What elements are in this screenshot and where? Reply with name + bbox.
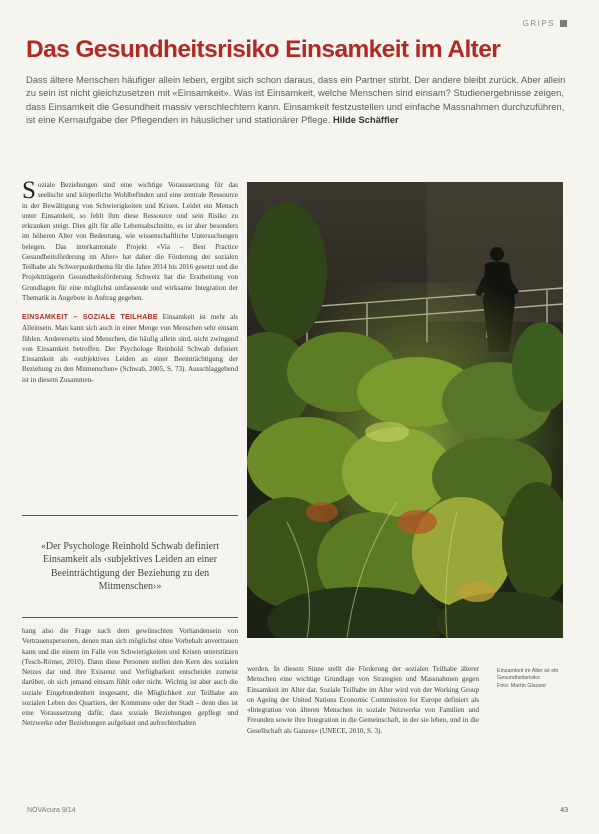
right-column-continued: werden. In diesem Sinne stellt die Förderung der sozialen Teilhabe älterer Menschen eine wichtige Grundlage von Strategien und Massnahmen gegen Einsamkeit im Alter dar. Soziale Teilhabe im Alter wird von der Working Group on Ageing der United Nations Economic Commission for Europe definiert als «Integration von älteren Menschen in soziale Netzwerke von Familien und Freunden sowie ihre Integration in die Gemeinschaft, in der sie leben, und in die Gesellschaft als Ganzes» (UNECE, 2010, S. 3). <box>247 665 479 735</box>
article-photo <box>247 182 563 638</box>
photo-caption <box>497 668 573 690</box>
section-text: Einsamkeit ist mehr als Alleinsein. Man kann sich auch in einer Menge von Menschen sehr einsam fühlen. Andererseits sind Menschen, die häufig allein sind, nicht zwingend von Einsamkeit betroffen. Der Psychologe Reinhold Schwab definiert Einsamkeit als «subjektives Leiden an einer Beeinträchtigung der Beziehung zu den Mitmenschen» (Schwab, 2005, S. 73). Ausschlaggebend ist in diesem Zusammen- <box>22 313 238 384</box>
caption-text: Einsamkeit im Alter ist ein Gesundheitsrisiko <box>497 668 559 682</box>
article-author: Hilde Schäffler <box>332 113 399 125</box>
magazine-issue: NOVAcura 9/14 <box>27 807 76 814</box>
section-kicker <box>523 19 567 28</box>
intro-text: oziale Beziehungen sind eine wichtige Voraussetzung für das seelische und körperliche Wohlbefinden und eine zentrale Ressource in der Bewältigung von Schwierigkeiten und Krisen. Leidet ein Mensch unter Einsamkeit, so fehlt ihm diese Ressource und sein Risiko zu erkranken steigt. Dies gilt für alle Lebensabschnitte, es ist aber besonders im höheren Alter von Bedeutung, wie wissenschaftliche Untersuchungen belegen. Das interkantonale Projekt «Via – Best Practice Gesundheitsförderung im Alter» hat daher die Förderung der sozialen Teilhabe als Schwerpunktthema für die Jahre 2014 bis 2016 gesetzt und die Projektträgerin Gesundheitsförderung Schweiz hat die Erarbeitung von Grundlagen für eine möglichst umfassende und wirksame Integration der Thematik in Angebote in Auftrag gegeben. <box>22 181 238 302</box>
article-lead <box>26 73 571 126</box>
intro-paragraph <box>22 177 238 303</box>
garden-photo-illustration <box>247 182 563 638</box>
article-title: Das Gesundheitsrisiko Einsamkeit im Alter <box>26 36 501 63</box>
lead-text: Dass ältere Menschen häufiger allein leben, ergibt sich schon daraus, dass ein Partner stirbt. Der andere bleibt zurück. Aber allein zu sein ist nicht gleichzusetzen mit «Einsamkeit». Was ist Einsamkeit, welche Menschen sind einsam? Studienergebnisse zeigen, dass Einsamkeit die Gesundheit massiv verschlechtern kann. Einsamkeit festzustellen und einfache Massnahmen durchzuführen, ist eine Kernaufgabe der Pflegenden in häuslicher und stationärer Pflege. <box>26 74 566 125</box>
pull-quote-text: «Der Psychologe Reinhold Schwab definiert Einsamkeit als ‹subjektives Leiden an einer Beeinträchtigung der Beziehung zu den Mitmenschen›» <box>40 540 220 592</box>
left-column-continued: hang also die Frage nach dem gewünschten Vorhandensein von Vertrauenspersonen, denen man sich möglichst ohne Vorbehalt anvertrauen kann und die einem im Falle von Schwierigkeiten und Krisen unterstützen (Tesch-Römer, 2010). Dann diese Personen stellen den Kern des sozialen Netzes dar und ihre Existenz und Verfügbarkeit entscheidet zumeist darüber, ob sich jemand einsam fühlt oder nicht. Wichtig ist aber auch die soziale Eingebundenheit insgesamt, die Möglichkeit zur Teilhabe am sozialen Leben des Quartiers, der Kommune oder der Stadt – denn dies ist eine Voraussetzung dafür, dass soziale Beziehungen gepflegt und Netzwerke oder Beziehungen aufgebaut und aufrechterhalten <box>22 627 238 728</box>
section-paragraph <box>22 312 238 385</box>
kicker-label: GRIPS <box>522 19 555 28</box>
page-number: 43 <box>560 807 568 814</box>
section-heading: EINSAMKEIT – SOZIALE TEILHABE <box>22 314 158 321</box>
left-column-top <box>22 177 238 385</box>
kicker-square-icon <box>560 20 567 27</box>
pull-quote <box>22 515 238 618</box>
photo-credit: Foto: Martin Glauser <box>497 682 547 689</box>
drop-cap: S <box>22 177 36 204</box>
